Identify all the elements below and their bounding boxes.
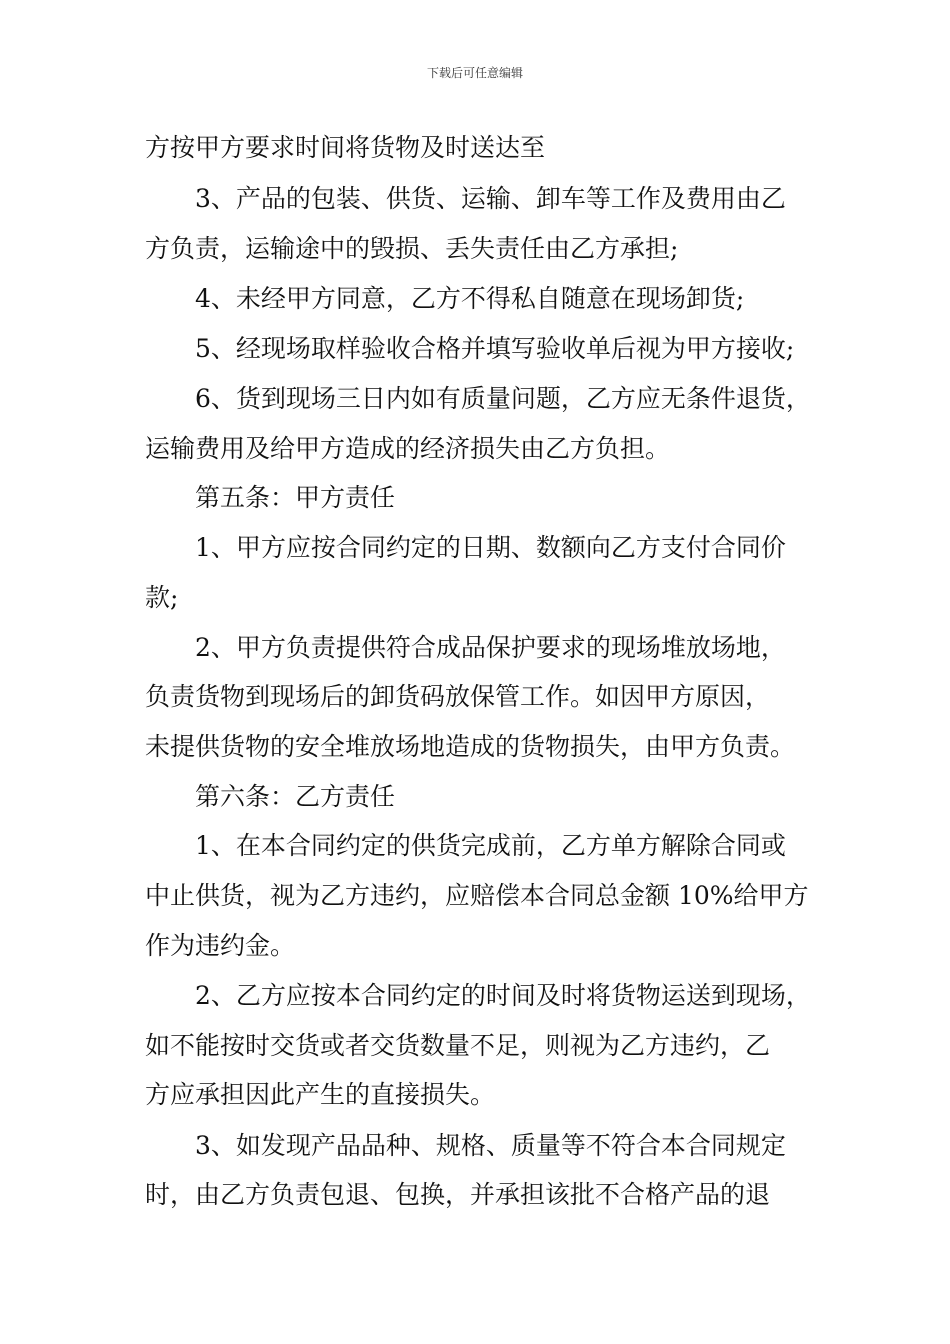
text-line: 作为违约金。: [145, 931, 296, 960]
text-line: 4、未经甲方同意，乙方不得私自随意在现场卸货;: [195, 284, 745, 313]
page-header: 下载后可任意编辑: [426, 66, 523, 80]
text-line: 1、甲方应按合同约定的日期、数额向乙方支付合同价: [195, 533, 786, 562]
text-line: 中止供货，视为乙方违约，应赔偿本合同总金额 10%给甲方: [145, 881, 809, 910]
text-line: 1、在本合同约定的供货完成前，乙方单方解除合同或: [195, 831, 786, 860]
text-line: 款;: [145, 583, 179, 612]
text-line: 方应承担因此产生的直接损失。: [145, 1080, 496, 1109]
text-line: 方负责，运输途中的毁损、丢失责任由乙方承担;: [145, 234, 679, 263]
text-line: 时，由乙方负责包退、包换，并承担该批不合格产品的退: [145, 1180, 771, 1209]
text-line: 3、如发现产品品种、规格、质量等不符合本合同规定: [195, 1131, 786, 1160]
text-line: 负责货物到现场后的卸货码放保管工作。如因甲方原因，: [145, 682, 771, 711]
text-line: 5、经现场取样验收合格并填写验收单后视为甲方接收;: [195, 334, 795, 363]
text-line: 6、货到现场三日内如有质量问题，乙方应无条件退货，: [195, 384, 811, 413]
section-heading: 第六条：乙方责任: [195, 782, 396, 811]
text-line: 运输费用及给甲方造成的经济损失由乙方负担。: [145, 434, 671, 463]
text-line: 方按甲方要求时间将货物及时送达至: [145, 133, 546, 162]
text-line: 2、乙方应按本合同约定的时间及时将货物运送到现场，: [195, 981, 811, 1010]
text-line: 3、产品的包装、供货、运输、卸车等工作及费用由乙: [195, 184, 786, 213]
section-heading: 第五条：甲方责任: [195, 483, 396, 512]
text-line: 未提供货物的安全堆放场地造成的货物损失，由甲方负责。: [145, 732, 796, 761]
text-line: 2、甲方负责提供符合成品保护要求的现场堆放场地，: [195, 633, 786, 662]
text-line: 如不能按时交货或者交货数量不足，则视为乙方违约，乙: [145, 1031, 771, 1060]
